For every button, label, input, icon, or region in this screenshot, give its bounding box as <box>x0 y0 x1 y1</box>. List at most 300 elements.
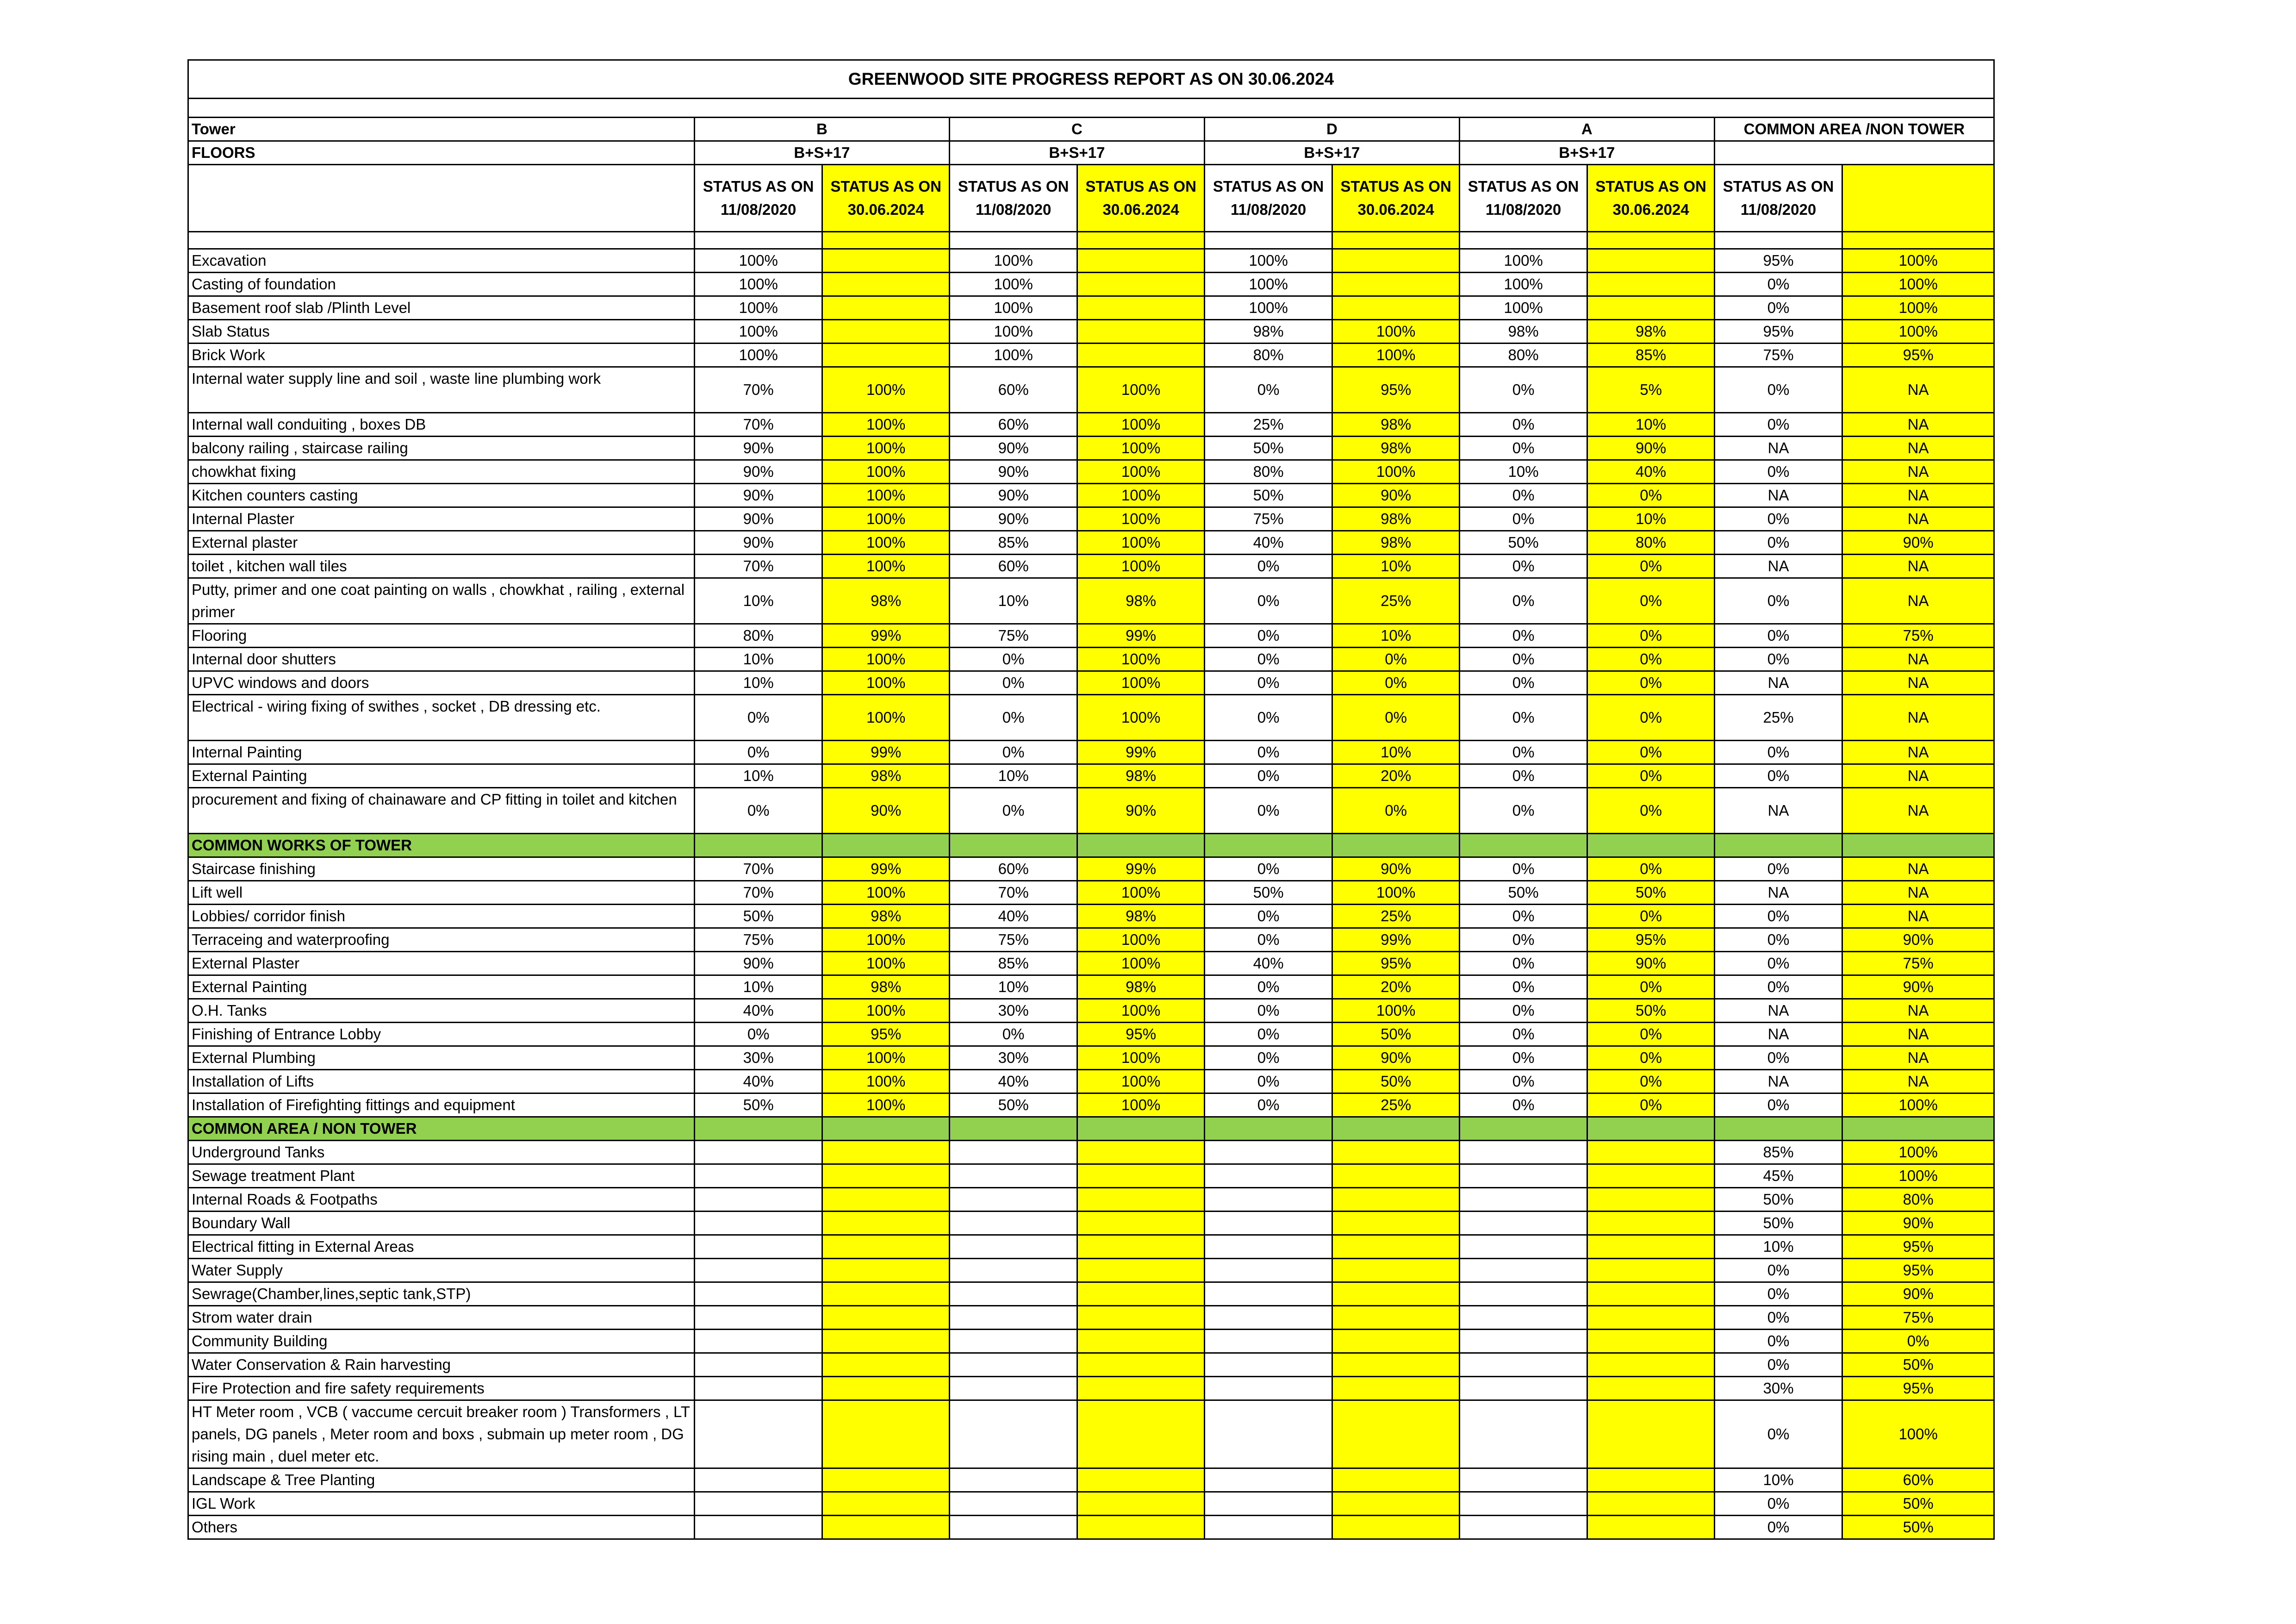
status-2020-cell <box>1204 1468 1332 1492</box>
status-2020-cell: 0% <box>949 671 1077 695</box>
status-2020-cell: 50% <box>694 1093 822 1117</box>
status-2024-cell: 0% <box>1587 857 1714 881</box>
status-2024-cell: NA <box>1842 437 1994 460</box>
status-2020-cell: 0% <box>1459 905 1587 928</box>
status-2020-cell: 0% <box>1204 1023 1332 1046</box>
status-2020-cell: 60% <box>949 413 1077 437</box>
activity-label: Strom water drain <box>188 1306 695 1330</box>
status-2020-cell: 60% <box>949 857 1077 881</box>
status-2020-cell: 0% <box>1459 857 1587 881</box>
status-2024-cell: NA <box>1842 788 1994 834</box>
status-2024-cell <box>1587 273 1714 296</box>
status-2020-cell: 0% <box>1714 1330 1842 1353</box>
status-2024-cell: 0% <box>1587 648 1714 671</box>
status-2020-cell <box>1459 1235 1587 1259</box>
status-2020-cell <box>949 1377 1077 1400</box>
status-2024-cell: 25% <box>1332 905 1459 928</box>
blank-cell <box>822 232 949 249</box>
section-title: COMMON AREA / NON TOWER <box>188 1117 695 1141</box>
status-2020-cell: 0% <box>1204 695 1332 741</box>
tower-a-status-new: STATUS AS ON 30.06.2024 <box>1587 165 1714 232</box>
status-2020-cell: 50% <box>694 905 822 928</box>
status-2020-cell: 0% <box>1459 648 1587 671</box>
status-2020-cell <box>1204 1282 1332 1306</box>
status-2024-cell: 100% <box>1842 249 1994 273</box>
status-2024-cell: 100% <box>822 881 949 905</box>
status-2020-cell: 100% <box>1459 296 1587 320</box>
status-2020-cell: 0% <box>949 695 1077 741</box>
table-row <box>188 507 1994 531</box>
status-2024-cell: 0% <box>1332 648 1459 671</box>
status-2020-cell <box>1459 1188 1587 1212</box>
table-row <box>188 1141 1994 1164</box>
status-2024-cell: NA <box>1842 555 1994 578</box>
status-2024-cell: 0% <box>1332 671 1459 695</box>
status-2024-cell: 100% <box>822 671 949 695</box>
spacer-row <box>188 99 1994 118</box>
status-2020-cell: 30% <box>694 1046 822 1070</box>
tower-b-status-old: STATUS AS ON 11/08/2020 <box>694 165 822 232</box>
status-2024-cell: 25% <box>1332 578 1459 624</box>
table-row <box>188 1093 1994 1117</box>
section-cell <box>1842 1117 1994 1141</box>
tower-d-floors: B+S+17 <box>1204 141 1459 165</box>
tower-b-floors: B+S+17 <box>694 141 949 165</box>
status-2024-cell: 20% <box>1332 764 1459 788</box>
status-2024-cell: 98% <box>822 764 949 788</box>
status-2024-cell: 100% <box>1077 648 1204 671</box>
status-2020-cell <box>694 1212 822 1235</box>
status-2024-cell: 0% <box>1587 484 1714 507</box>
table-row <box>188 857 1994 881</box>
table-row <box>188 1377 1994 1400</box>
status-2024-cell: 0% <box>1587 624 1714 648</box>
blank-cell <box>1332 232 1459 249</box>
progress-report-table <box>187 59 1995 1540</box>
status-2024-cell <box>1332 1400 1459 1468</box>
status-2024-cell <box>1587 1259 1714 1282</box>
table-row <box>188 1259 1994 1282</box>
activity-label: Fire Protection and fire safety requirements <box>188 1377 695 1400</box>
common-status-old: STATUS AS ON 11/08/2020 <box>1714 165 1842 232</box>
status-label-blank <box>188 165 695 232</box>
status-2020-cell: 0% <box>1714 273 1842 296</box>
status-2024-cell <box>1332 1188 1459 1212</box>
status-2020-cell <box>1204 1212 1332 1235</box>
status-2024-cell: 0% <box>1587 1070 1714 1093</box>
status-2020-cell: 85% <box>949 952 1077 975</box>
status-2024-cell: NA <box>1842 484 1994 507</box>
status-2024-cell: 100% <box>1842 1400 1994 1468</box>
status-2020-cell: 10% <box>1714 1468 1842 1492</box>
activity-label: Sewrage(Chamber,lines,septic tank,STP) <box>188 1282 695 1306</box>
status-2024-cell: 100% <box>1077 507 1204 531</box>
table-row <box>188 437 1994 460</box>
status-2020-cell: 90% <box>694 531 822 555</box>
activity-label: External Plumbing <box>188 1046 695 1070</box>
status-2024-cell: 98% <box>1332 413 1459 437</box>
status-2024-cell: 98% <box>1077 975 1204 999</box>
status-2020-cell: 100% <box>694 320 822 344</box>
status-2024-cell: 0% <box>1587 1093 1714 1117</box>
status-2024-cell: 98% <box>822 578 949 624</box>
status-2020-cell <box>949 1141 1077 1164</box>
status-2020-cell: 25% <box>1204 413 1332 437</box>
status-2020-cell: 0% <box>1459 578 1587 624</box>
status-2020-cell: 50% <box>1714 1188 1842 1212</box>
table-row <box>188 1164 1994 1188</box>
activity-label: Internal Painting <box>188 741 695 764</box>
status-2024-cell: 90% <box>1587 437 1714 460</box>
section-cell <box>1332 1117 1459 1141</box>
status-2024-cell: 40% <box>1587 460 1714 484</box>
status-2020-cell: 30% <box>949 1046 1077 1070</box>
status-2024-cell: 99% <box>1077 857 1204 881</box>
status-2024-cell <box>1332 1282 1459 1306</box>
status-2020-cell: 60% <box>949 555 1077 578</box>
status-2020-cell <box>949 1353 1077 1377</box>
status-2020-cell <box>949 1492 1077 1516</box>
status-2020-cell: 10% <box>949 764 1077 788</box>
status-2024-cell: 100% <box>822 999 949 1023</box>
status-2024-cell: 50% <box>1587 881 1714 905</box>
status-2024-cell: 99% <box>822 624 949 648</box>
status-2024-cell <box>1332 1330 1459 1353</box>
status-2024-cell: 99% <box>1332 928 1459 952</box>
status-2024-cell: 100% <box>1077 555 1204 578</box>
status-2024-cell <box>1077 1330 1204 1353</box>
status-2024-cell: 90% <box>1332 857 1459 881</box>
status-2024-cell: 95% <box>1842 1235 1994 1259</box>
status-2020-cell: 0% <box>949 741 1077 764</box>
status-2020-cell <box>949 1330 1077 1353</box>
status-2020-cell: 0% <box>1714 1400 1842 1468</box>
status-2024-cell <box>1587 1353 1714 1377</box>
table-row <box>188 555 1994 578</box>
status-2020-cell <box>694 1259 822 1282</box>
status-2024-cell <box>1587 1188 1714 1212</box>
section-header-row <box>188 1117 1994 1141</box>
status-2020-cell: 0% <box>1714 1093 1842 1117</box>
status-2020-cell <box>694 1164 822 1188</box>
status-2020-cell: 0% <box>1204 671 1332 695</box>
status-2024-cell <box>1077 344 1204 367</box>
status-2024-cell: 95% <box>822 1023 949 1046</box>
activity-label: Putty, primer and one coat painting on walls , chowkhat , railing , external primer <box>188 578 695 624</box>
status-2024-cell <box>822 1516 949 1539</box>
status-2020-cell <box>694 1516 822 1539</box>
status-2024-cell: 0% <box>1587 1023 1714 1046</box>
status-2020-cell <box>1204 1306 1332 1330</box>
activity-label: Brick Work <box>188 344 695 367</box>
status-2024-cell <box>822 1164 949 1188</box>
status-2024-cell <box>1587 1282 1714 1306</box>
status-2020-cell: 95% <box>1714 320 1842 344</box>
tower-d-status-old: STATUS AS ON 11/08/2020 <box>1204 165 1332 232</box>
status-2024-cell: NA <box>1842 367 1994 413</box>
status-2024-cell: 100% <box>822 1046 949 1070</box>
status-2020-cell: 75% <box>1204 507 1332 531</box>
status-2020-cell: 0% <box>1459 999 1587 1023</box>
activity-label: Community Building <box>188 1330 695 1353</box>
activity-label: Installation of Firefighting fittings and equipment <box>188 1093 695 1117</box>
status-2020-cell: 0% <box>1459 1046 1587 1070</box>
status-2020-cell: 0% <box>1714 296 1842 320</box>
report-title: GREENWOOD SITE PROGRESS REPORT AS ON 30.06.2024 <box>188 60 1994 99</box>
status-2020-cell: 100% <box>1459 249 1587 273</box>
status-2024-cell: 100% <box>1332 320 1459 344</box>
status-2024-cell <box>1332 1516 1459 1539</box>
table-row <box>188 1353 1994 1377</box>
status-2020-cell: 0% <box>1459 1023 1587 1046</box>
status-2024-cell: 99% <box>822 741 949 764</box>
status-2020-cell: 0% <box>1714 952 1842 975</box>
status-2020-cell <box>1459 1141 1587 1164</box>
status-2024-cell: NA <box>1842 741 1994 764</box>
status-2024-cell <box>822 1377 949 1400</box>
status-2024-cell <box>1332 249 1459 273</box>
status-2024-cell: 100% <box>1077 1070 1204 1093</box>
status-2020-cell: 100% <box>694 344 822 367</box>
table-row <box>188 1306 1994 1330</box>
status-2020-cell: 50% <box>1459 531 1587 555</box>
status-2020-cell: 75% <box>1714 344 1842 367</box>
status-2020-cell: 0% <box>694 788 822 834</box>
status-2020-cell: 0% <box>1459 741 1587 764</box>
status-2024-cell: NA <box>1842 1070 1994 1093</box>
status-2020-cell: 0% <box>1204 905 1332 928</box>
status-2024-cell <box>1587 1377 1714 1400</box>
status-2024-cell: 100% <box>822 1093 949 1117</box>
table-row <box>188 344 1994 367</box>
status-2020-cell: 0% <box>1204 975 1332 999</box>
status-2024-cell: 0% <box>1332 695 1459 741</box>
status-2020-cell <box>694 1330 822 1353</box>
status-2024-cell <box>822 1306 949 1330</box>
status-2024-cell: 25% <box>1332 1093 1459 1117</box>
status-2020-cell: 70% <box>694 881 822 905</box>
activity-label: Lobbies/ corridor finish <box>188 905 695 928</box>
status-2024-cell <box>1332 1492 1459 1516</box>
status-2020-cell: 0% <box>694 695 822 741</box>
table-row <box>188 1023 1994 1046</box>
status-2020-cell <box>694 1141 822 1164</box>
tower-c-status-old: STATUS AS ON 11/08/2020 <box>949 165 1077 232</box>
status-2020-cell <box>1459 1377 1587 1400</box>
status-2020-cell <box>694 1492 822 1516</box>
section-cell <box>1204 834 1332 857</box>
status-2024-cell: 100% <box>1332 344 1459 367</box>
status-2020-cell: 0% <box>1204 1070 1332 1093</box>
activity-label: toilet , kitchen wall tiles <box>188 555 695 578</box>
activity-label: O.H. Tanks <box>188 999 695 1023</box>
status-2024-cell: 75% <box>1842 624 1994 648</box>
status-2020-cell <box>694 1306 822 1330</box>
status-2020-cell: 10% <box>694 671 822 695</box>
status-2024-cell: 99% <box>1077 624 1204 648</box>
status-2024-cell <box>822 1353 949 1377</box>
status-2024-cell: 100% <box>822 648 949 671</box>
status-2024-cell: 50% <box>1332 1070 1459 1093</box>
status-2024-cell: 100% <box>1077 999 1204 1023</box>
status-2024-cell <box>1077 1306 1204 1330</box>
status-2020-cell: 98% <box>1459 320 1587 344</box>
activity-label: chowkhat fixing <box>188 460 695 484</box>
status-2020-cell: 0% <box>1714 367 1842 413</box>
status-2024-cell: 10% <box>1587 413 1714 437</box>
tower-c-status-new: STATUS AS ON 30.06.2024 <box>1077 165 1204 232</box>
status-2024-cell: NA <box>1842 695 1994 741</box>
status-2020-cell: 80% <box>1204 460 1332 484</box>
status-2024-cell: 50% <box>1332 1023 1459 1046</box>
activity-label: Internal door shutters <box>188 648 695 671</box>
status-2020-cell: 0% <box>1714 928 1842 952</box>
table-row <box>188 648 1994 671</box>
status-2020-cell: 0% <box>1714 460 1842 484</box>
table-row <box>188 671 1994 695</box>
status-2020-cell: 40% <box>694 1070 822 1093</box>
status-2024-cell: 90% <box>822 788 949 834</box>
status-2024-cell: 100% <box>822 413 949 437</box>
status-2020-cell <box>1204 1353 1332 1377</box>
status-2020-cell <box>949 1400 1077 1468</box>
status-2020-cell: 0% <box>1204 1046 1332 1070</box>
status-2024-cell: 100% <box>1332 460 1459 484</box>
activity-label: Internal wall conduiting , boxes DB <box>188 413 695 437</box>
status-2024-cell: NA <box>1842 1023 1994 1046</box>
status-2020-cell: 0% <box>1204 999 1332 1023</box>
activity-label: Electrical fitting in External Areas <box>188 1235 695 1259</box>
status-2024-cell: 75% <box>1842 952 1994 975</box>
status-2020-cell: 10% <box>949 578 1077 624</box>
activity-label: balcony railing , staircase railing <box>188 437 695 460</box>
status-2024-cell <box>1332 1141 1459 1164</box>
status-2020-cell <box>694 1235 822 1259</box>
status-2024-cell: 100% <box>1842 273 1994 296</box>
status-2024-cell <box>822 1235 949 1259</box>
status-2020-cell: 0% <box>1714 1046 1842 1070</box>
status-2020-cell: 50% <box>1714 1212 1842 1235</box>
status-2024-cell <box>822 1468 949 1492</box>
activity-label: External plaster <box>188 531 695 555</box>
status-2024-cell <box>822 1492 949 1516</box>
status-2024-cell <box>1332 1235 1459 1259</box>
status-2024-cell <box>1077 1188 1204 1212</box>
status-2024-cell: 100% <box>1842 320 1994 344</box>
status-2020-cell: 0% <box>1459 788 1587 834</box>
activity-label: Slab Status <box>188 320 695 344</box>
table-row <box>188 695 1994 741</box>
status-2024-cell <box>1077 249 1204 273</box>
status-2024-cell <box>1077 273 1204 296</box>
activity-label: External Painting <box>188 764 695 788</box>
status-2020-cell: 70% <box>949 881 1077 905</box>
status-2024-cell: 95% <box>1332 367 1459 413</box>
status-2024-cell: 5% <box>1587 367 1714 413</box>
common-area-header: COMMON AREA /NON TOWER <box>1714 118 1994 141</box>
table-row <box>188 1468 1994 1492</box>
status-2020-cell <box>1204 1330 1332 1353</box>
table-row <box>188 273 1994 296</box>
status-2020-cell: 10% <box>949 975 1077 999</box>
status-2024-cell <box>1332 1377 1459 1400</box>
tower-b-header: B <box>694 118 949 141</box>
status-2020-cell <box>949 1212 1077 1235</box>
status-2024-cell: 95% <box>1842 344 1994 367</box>
status-2020-cell: NA <box>1714 999 1842 1023</box>
status-2020-cell: 90% <box>694 460 822 484</box>
status-2024-cell <box>1332 1259 1459 1282</box>
status-2020-cell: 100% <box>694 249 822 273</box>
status-2024-cell: 100% <box>1077 881 1204 905</box>
status-2024-cell <box>822 1141 949 1164</box>
status-2020-cell: 100% <box>694 273 822 296</box>
status-2020-cell: 0% <box>1459 507 1587 531</box>
status-2020-cell: 100% <box>694 296 822 320</box>
status-2020-cell: 85% <box>949 531 1077 555</box>
section-title: COMMON WORKS OF TOWER <box>188 834 695 857</box>
status-2020-cell <box>1459 1400 1587 1468</box>
status-2024-cell: 100% <box>822 367 949 413</box>
status-2020-cell: 0% <box>1714 624 1842 648</box>
section-cell <box>949 834 1077 857</box>
status-2020-cell: 100% <box>949 344 1077 367</box>
status-2024-cell <box>1077 1492 1204 1516</box>
status-2020-cell: 0% <box>1459 437 1587 460</box>
status-2024-cell: 90% <box>1842 975 1994 999</box>
status-2020-cell: 0% <box>1714 857 1842 881</box>
status-2024-cell: 100% <box>1077 531 1204 555</box>
tower-c-header: C <box>949 118 1204 141</box>
status-2024-cell <box>1077 1141 1204 1164</box>
activity-label: procurement and fixing of chainaware and CP fitting in toilet and kitchen <box>188 788 695 834</box>
status-2024-cell <box>1077 1259 1204 1282</box>
status-2020-cell <box>1459 1330 1587 1353</box>
status-2020-cell: NA <box>1714 1070 1842 1093</box>
activity-label: Flooring <box>188 624 695 648</box>
status-2024-cell: 98% <box>1077 764 1204 788</box>
activity-label: Excavation <box>188 249 695 273</box>
status-2024-cell: 0% <box>1587 905 1714 928</box>
status-2020-cell: 10% <box>694 648 822 671</box>
status-2020-cell: 0% <box>1204 555 1332 578</box>
status-2020-cell: 80% <box>1459 344 1587 367</box>
status-2020-cell: 100% <box>1204 273 1332 296</box>
section-cell <box>694 1117 822 1141</box>
status-2020-cell <box>1459 1468 1587 1492</box>
status-2020-cell: 70% <box>694 413 822 437</box>
status-2020-cell <box>1204 1141 1332 1164</box>
status-2020-cell <box>1204 1188 1332 1212</box>
status-2024-cell: 98% <box>1332 531 1459 555</box>
status-2024-cell: 100% <box>822 484 949 507</box>
section-header-row <box>188 834 1994 857</box>
status-2020-cell: 10% <box>1459 460 1587 484</box>
status-2020-cell <box>949 1188 1077 1212</box>
table-row <box>188 1400 1994 1468</box>
status-2020-cell: 0% <box>1714 1306 1842 1330</box>
table-row <box>188 952 1994 975</box>
status-2024-cell: 60% <box>1842 1468 1994 1492</box>
status-2024-cell: 100% <box>822 437 949 460</box>
section-cell <box>822 1117 949 1141</box>
status-2020-cell <box>1459 1306 1587 1330</box>
status-2024-cell: 100% <box>1077 928 1204 952</box>
activity-label: Others <box>188 1516 695 1539</box>
status-2020-cell: 98% <box>1204 320 1332 344</box>
status-2020-cell: 60% <box>949 367 1077 413</box>
status-2024-cell: 100% <box>1077 671 1204 695</box>
